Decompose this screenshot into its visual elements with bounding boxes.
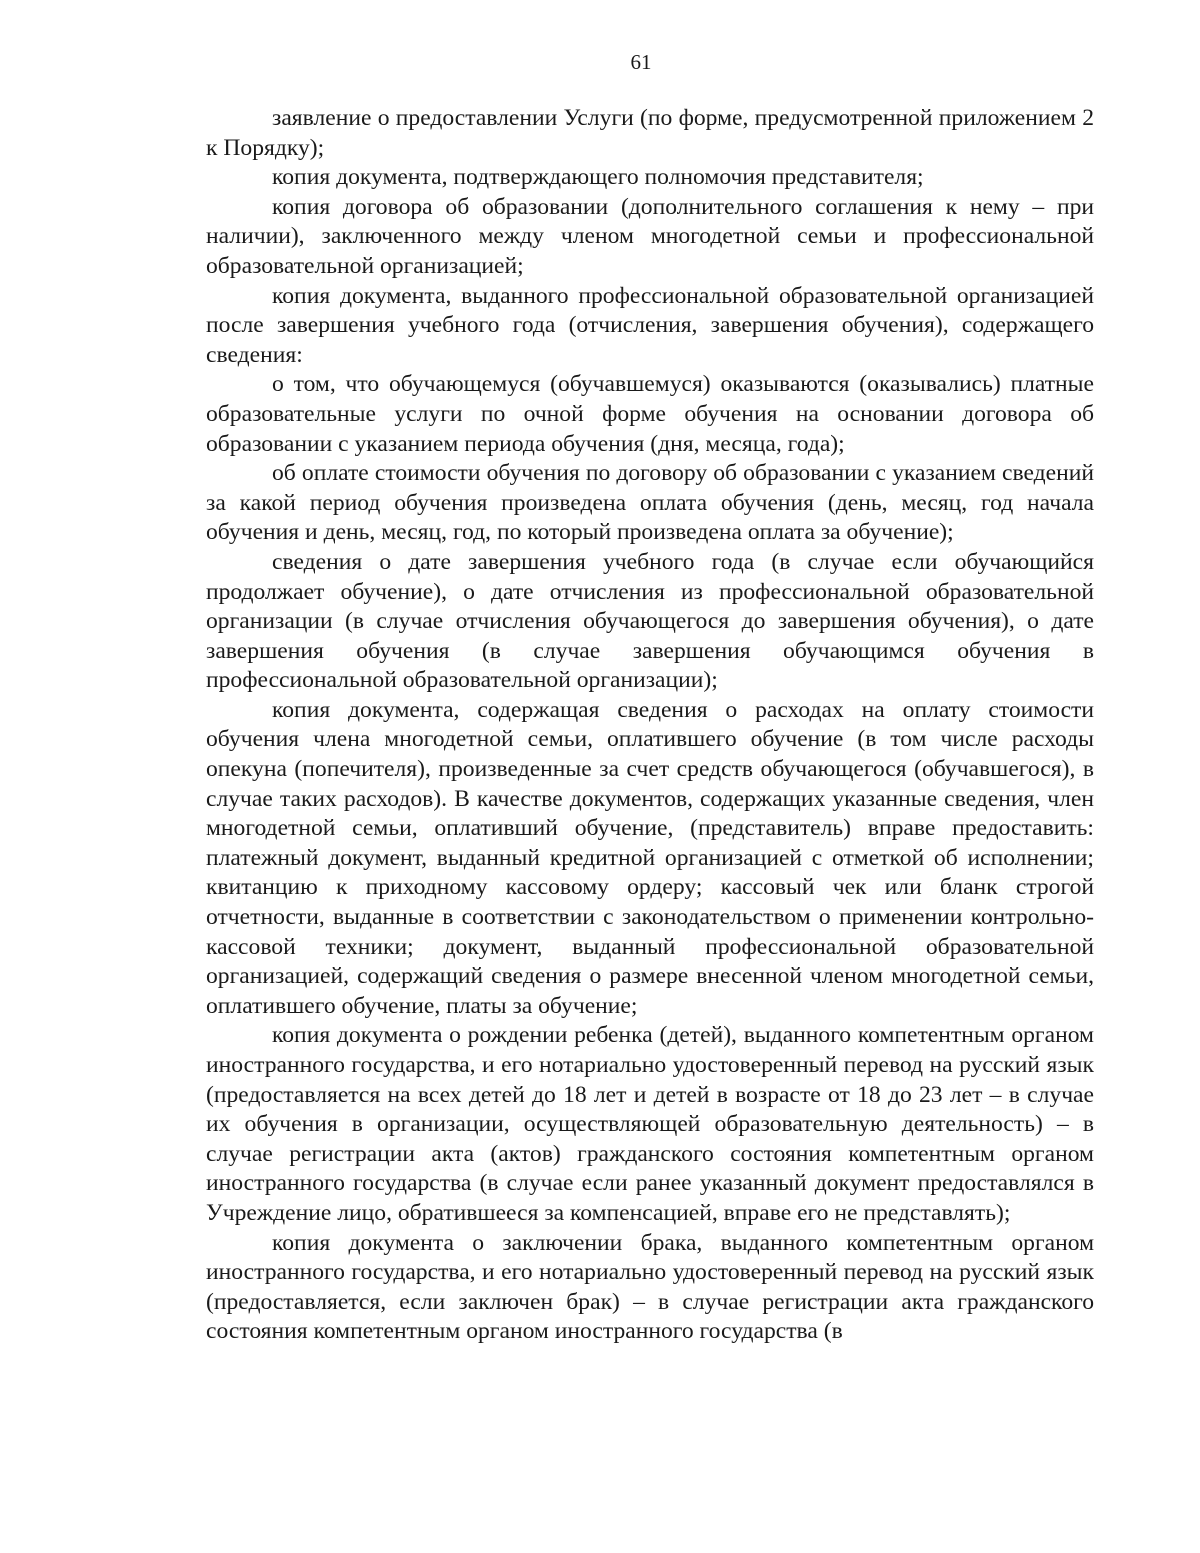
paragraph-completion-dates: сведения о дате завершения учебного года (в случае если обучающийся продолжает обучение), о дате отчисления из профессиональной образовательной организации (в случае отчисления обучающегося до завершения обучения), о дате завершения обучения (в случае завершения обучающимся обучения в профессиональной образовательной организации); [206, 548, 1094, 694]
document-body [206, 104, 1094, 1347]
paragraph-education-contract: копия договора об образовании (дополнительного соглашения к нему – при наличии), заключенного между членом многодетной семьи и профессиональной образовательной организацией; [206, 193, 1094, 279]
paragraph-marriage-certificate: копия документа о заключении брака, выданного компетентным органом иностранного государства, и его нотариально удостоверенный перевод на русский язык (предоставляется, если заключен брак) – в случае регистрации акта гражданского состояния компетентным органом иностранного государства (в [206, 1229, 1094, 1345]
paragraph-expenses-document: копия документа, содержащая сведения о расходах на оплату стоимости обучения члена многодетной семьи, оплатившего обучение (в том числе расходы опекуна (попечителя), произведенные за счет средств обучающегося (обучавшегося), в случае таких расходов). В качестве документов, содержащих указанные сведения, член многодетной семьи, оплативший обучение, (представитель) вправе предоставить: платежный документ, выданный кредитной организацией с отметкой об исполнении; квитанцию к приходному кассовому ордеру; кассовый чек или бланк строгой отчетности, выданные в соответствии с законодательством о применении контрольно-кассовой техники; документ, выданный профессиональной образовательной организацией, содержащий сведения о размере внесенной членом многодетной семьи, оплатившего обучение, платы за обучение; [206, 696, 1094, 1019]
page-number: 61 [630, 50, 652, 74]
paragraph-application: заявление о предоставлении Услуги (по форме, предусмотренной приложением 2 к Порядку); [206, 105, 1094, 161]
paragraph-paid-services: о том, что обучающемуся (обучавшемуся) оказываются (оказывались) платные образовательные услуги по очной форме обучения на основании договора об образовании с указанием периода обучения (дня, месяца, года); [206, 371, 1094, 457]
paragraph-payment-info: об оплате стоимости обучения по договору об образовании с указанием сведений за какой период обучения произведена оплата обучения (день, месяц, год начала обучения и день, месяц, год, по который произведена оплата за обучение); [206, 460, 1094, 546]
paragraph-authority-document: копия документа, подтверждающего полномочия представителя; [272, 164, 924, 191]
paragraph-birth-certificate: копия документа о рождении ребенка (детей), выданного компетентным органом иностранного государства, и его нотариально удостоверенный перевод на русский язык (предоставляется на всех детей до 18 лет и детей в возрасте от 18 до 23 лет – в случае их обучения в организации, осуществляющей образовательную деятельность) – в случае регистрации акта (актов) гражданского состояния компетентным органом иностранного государства (в случае если ранее указанный документ предоставлялся в Учреждение лицо, обратившееся за компенсацией, вправе его не представлять); [206, 1022, 1094, 1226]
paragraph-organization-document: копия документа, выданного профессиональной образовательной организацией после завершения учебного года (отчисления, завершения обучения), содержащего сведения: [206, 282, 1094, 368]
